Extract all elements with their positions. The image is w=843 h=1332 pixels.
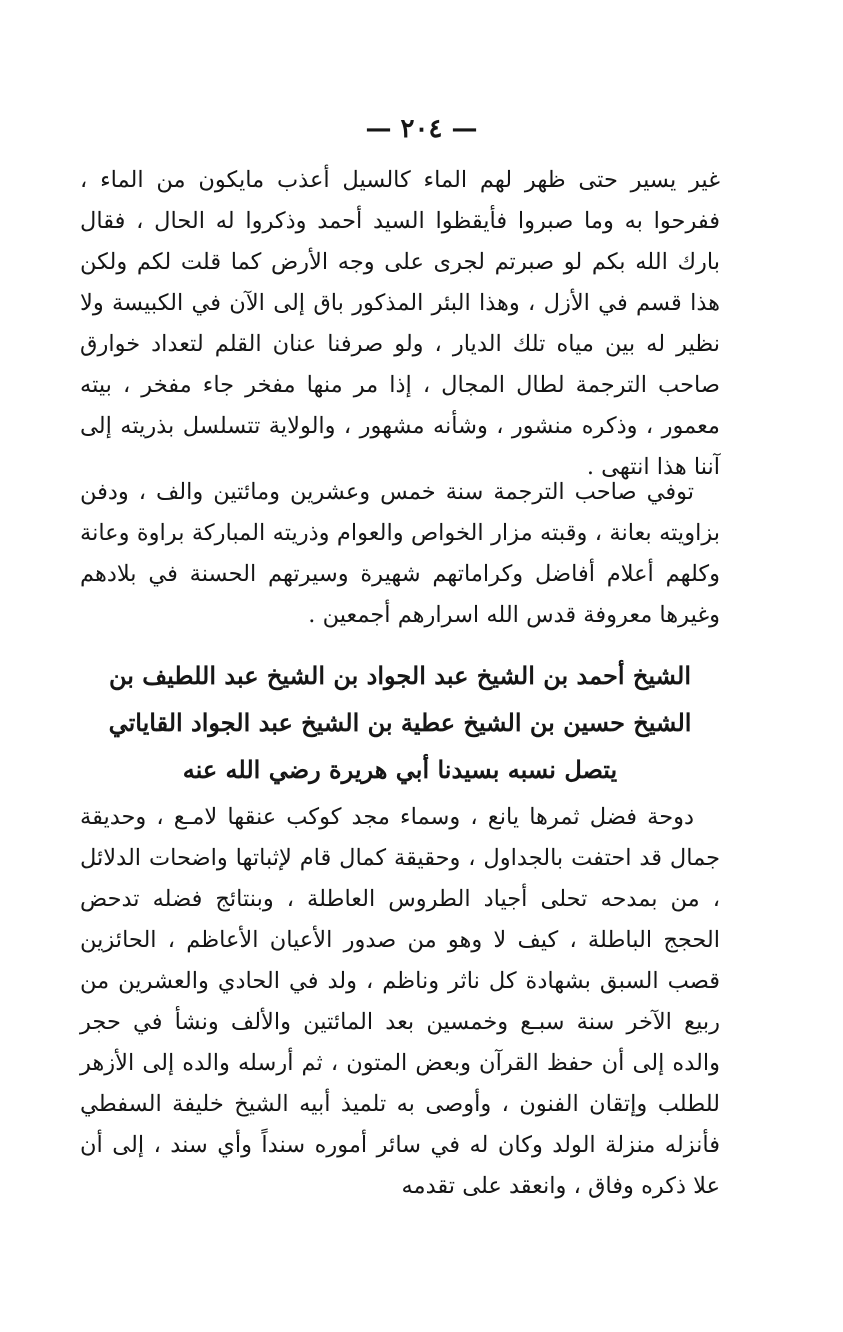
heading-line-1: الشيخ أحمد بن الشيخ عبد الجواد بن الشيخ عبد اللطيف بن [109,661,691,690]
heading-line-2: الشيخ حسين بن الشيخ عطية بن الشيخ عبد الجواد القاياتي [108,708,692,737]
paragraph: دوحة فضل ثمرها يانع ، وسماء مجد كوكب عنقها لامـع ، وحديقة جمال قد احتفت بالجداول ، وحقيقة كمال قام لإثباتها واضحات الدلائل ، من بمدحه تحلى أجياد الطروس العاطلة ، وبنتائج فضله تدحض الحجج الباطلة ، كيف لا وهو من صدور الأعيان الأعاظم ، الحائزين قصب السبق بشهادة كل ناثر وناظم ، ولد في الحادي والعشرين من ربيع الآخر سنة سبـع وخمسين بعد المائتين والألف ونشأ في حجر والده إلى أن حفظ القرآن وبعض المتون ، ثم أرسله والده إلى الأزهر للطلب وإتقان الفنون ، وأوصى به تلميذ أبيه الشيخ خليفة السفطي فأنزله منزلة الولد وكان له في سائر أموره سنداً وأي سند ، إلى أن علا ذكره وفاق ، وانعقد على تقدمه [80,804,720,1199]
biography-heading [80,652,720,793]
paragraph-death-note [80,472,720,636]
paragraph: توفي صاحب الترجمة سنة خمس وعشرين ومائتين والف ، ودفن بزاويته بعانة ، وقبته مزار الخواص والعوام وذريته المباركة براوة وعانة وكلهم أعلام أفاضل وكراماتهم شهيرة وسيرتهم الحسنة في بلادهم وغيرها معروفة قدس الله اسرارهم أجمعين . [80,479,720,628]
heading-line-3: يتصل نسبه بسيدنا أبي هريرة رضي الله عنه [182,755,618,784]
page-number: — ٢٠٤ — [365,114,478,144]
paragraph-biography [80,797,720,1207]
paragraph: غير يسير حتى ظهر لهم الماء كالسيل أعذب مايكون من الماء ، ففرحوا به وما صبروا فأيقظوا السيد أحمد وذكروا له الحال ، فقال بارك الله بكم لو صبرتم لجرى على وجه الأرض كما قلت لكم ولكن هذا قسم في الأزل ، وهذا البئر المذكور باق إلى الآن في الكبيسة ولا نظير له بين مياه تلك الديار ، ولو صرفنا عنان القلم لتعداد خوارق صاحب الترجمة لطال المجال ، إذا مر منها مفخر جاء مفخر ، بيته معمور ، وذكره منشور ، وشأنه مشهور ، والولاية تتسلسل بذريته إلى آننا هذا انتهى . [80,167,720,480]
paragraph-story-end [80,160,720,488]
